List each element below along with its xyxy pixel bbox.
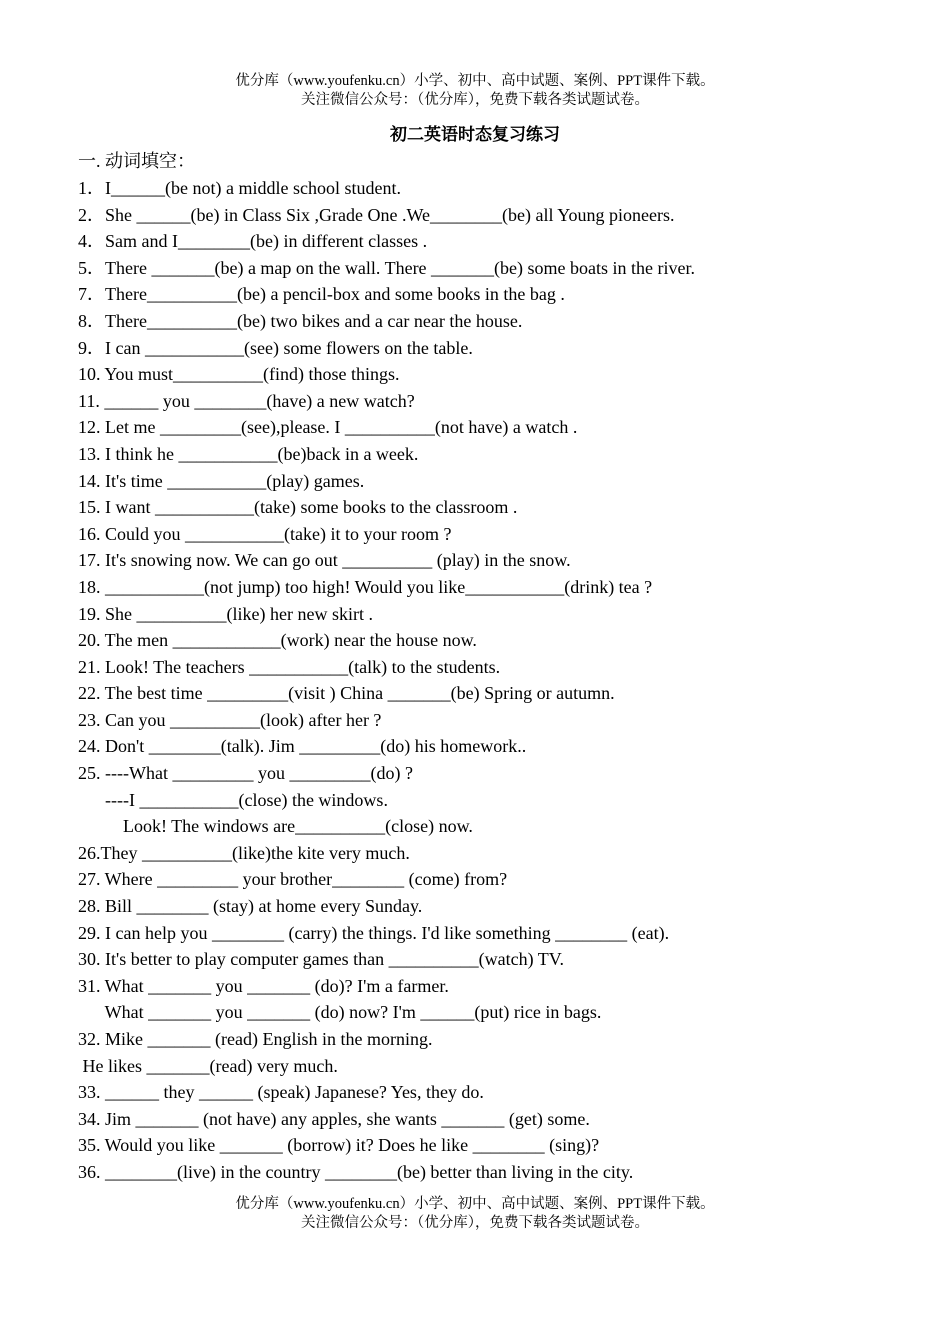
- footer-line-2: 关注微信公众号：（优分库），免费下载各类试题试卷。: [301, 1215, 649, 1231]
- exercise-line: 34. Jim _______ (not have) any apples, she wants _______ (get) some.: [78, 1108, 590, 1129]
- exercise-line: 31. What _______ you _______ (do)? I'm a farmer.: [78, 975, 449, 996]
- exercise-list: [78, 177, 928, 1188]
- page-title: 初二英语时态复习练习: [390, 125, 560, 144]
- exercise-line: 33. ______ they ______ (speak) Japanese? Yes, they do.: [78, 1082, 484, 1103]
- exercise-line: ----I ___________(close) the windows.: [78, 789, 388, 810]
- exercise-line: 13. I think he ___________(be)back in a week.: [78, 443, 419, 464]
- exercise-line: 20. The men ____________(work) near the house now.: [78, 630, 477, 651]
- exercise-line: 17. It's snowing now. We can go out __________ (play) in the snow.: [78, 550, 571, 571]
- exercise-line: 25. ----What _________ you _________(do) ?: [78, 763, 413, 784]
- exercise-line: 11. ______ you ________(have) a new watch?: [78, 390, 415, 411]
- exercise-line: 19. She __________(like) her new skirt .: [78, 603, 373, 624]
- exercise-line: 27. Where _________ your brother________ (come) from?: [78, 869, 508, 890]
- exercise-line: 22. The best time _________(visit ) China _______(be) Spring or autumn.: [78, 683, 615, 704]
- exercise-line: 14. It's time ___________(play) games.: [78, 470, 365, 491]
- exercise-line: 32. Mike _______ (read) English in the morning.: [78, 1029, 433, 1049]
- exercise-line: 36. ________(live) in the country ________(be) better than living in the city.: [78, 1161, 634, 1182]
- exercise-line: 24. Don't ________(talk). Jim _________(do) his homework..: [78, 736, 527, 757]
- exercise-line: 28. Bill ________ (stay) at home every Sunday.: [78, 896, 423, 917]
- exercise-line: 10. You must__________(find) those things.: [78, 364, 400, 385]
- header-line-1: 优分库（www.youfenku.cn）小学、初中、高中试题、案例、PPT课件下载。: [235, 73, 715, 89]
- exercise-line: 26.They __________(like)the kite very much.: [78, 842, 410, 863]
- exercise-line: 29. I can help you ________ (carry) the things. I'd like something ________ (eat).: [78, 922, 670, 943]
- exercise-line: 15. I want ___________(take) some books to the classroom .: [78, 497, 518, 518]
- exercise-line: 21. Look! The teachers ___________(talk) to the students.: [78, 656, 501, 677]
- exercise-line: 9．I can ___________(see) some flowers on the table.: [78, 337, 473, 358]
- exercise-line: 2．She ______(be) in Class Six ,Grade One .We________(be) all Young pioneers.: [78, 204, 675, 225]
- footer-line-1: 优分库（www.youfenku.cn）小学、初中、高中试题、案例、PPT课件下载。: [235, 1196, 715, 1212]
- exercise-line: He likes _______(read) very much.: [78, 1055, 338, 1076]
- exercise-line: 30. It's better to play computer games than __________(watch) TV.: [78, 949, 564, 970]
- exercise-line: 23. Can you __________(look) after her ?: [78, 709, 382, 730]
- exercise-line: Look! The windows are__________(close) now.: [78, 816, 473, 837]
- page-footer: [0, 1195, 950, 1233]
- exercise-line: 16. Could you ___________(take) it to your room ?: [78, 523, 452, 544]
- header-line-2: 关注微信公众号：（优分库），免费下载各类试题试卷。: [301, 92, 649, 108]
- exercise-line: What _______ you _______ (do) now? I'm ______(put) rice in bags.: [78, 1002, 602, 1023]
- exercise-line: 4．Sam and I________(be) in different classes .: [78, 231, 428, 252]
- exercise-line: 1．I______(be not) a middle school student.: [78, 178, 401, 198]
- exercise-line: 5．There _______(be) a map on the wall. There _______(be) some boats in the river.: [78, 257, 695, 278]
- exercise-line: 12. Let me _________(see),please. I __________(not have) a watch .: [78, 417, 578, 438]
- section-title: 一. 动词填空：: [78, 151, 195, 171]
- exercise-line: 8．There__________(be) two bikes and a car near the house.: [78, 310, 523, 331]
- exercise-line: 18. ___________(not jump) too high! Would you like___________(drink) tea ?: [78, 576, 653, 597]
- exercise-line: 35. Would you like _______ (borrow) it? Does he like ________ (sing)?: [78, 1135, 600, 1156]
- page-header: [0, 72, 950, 110]
- exercise-line: 7．There__________(be) a pencil-box and some books in the bag .: [78, 284, 565, 305]
